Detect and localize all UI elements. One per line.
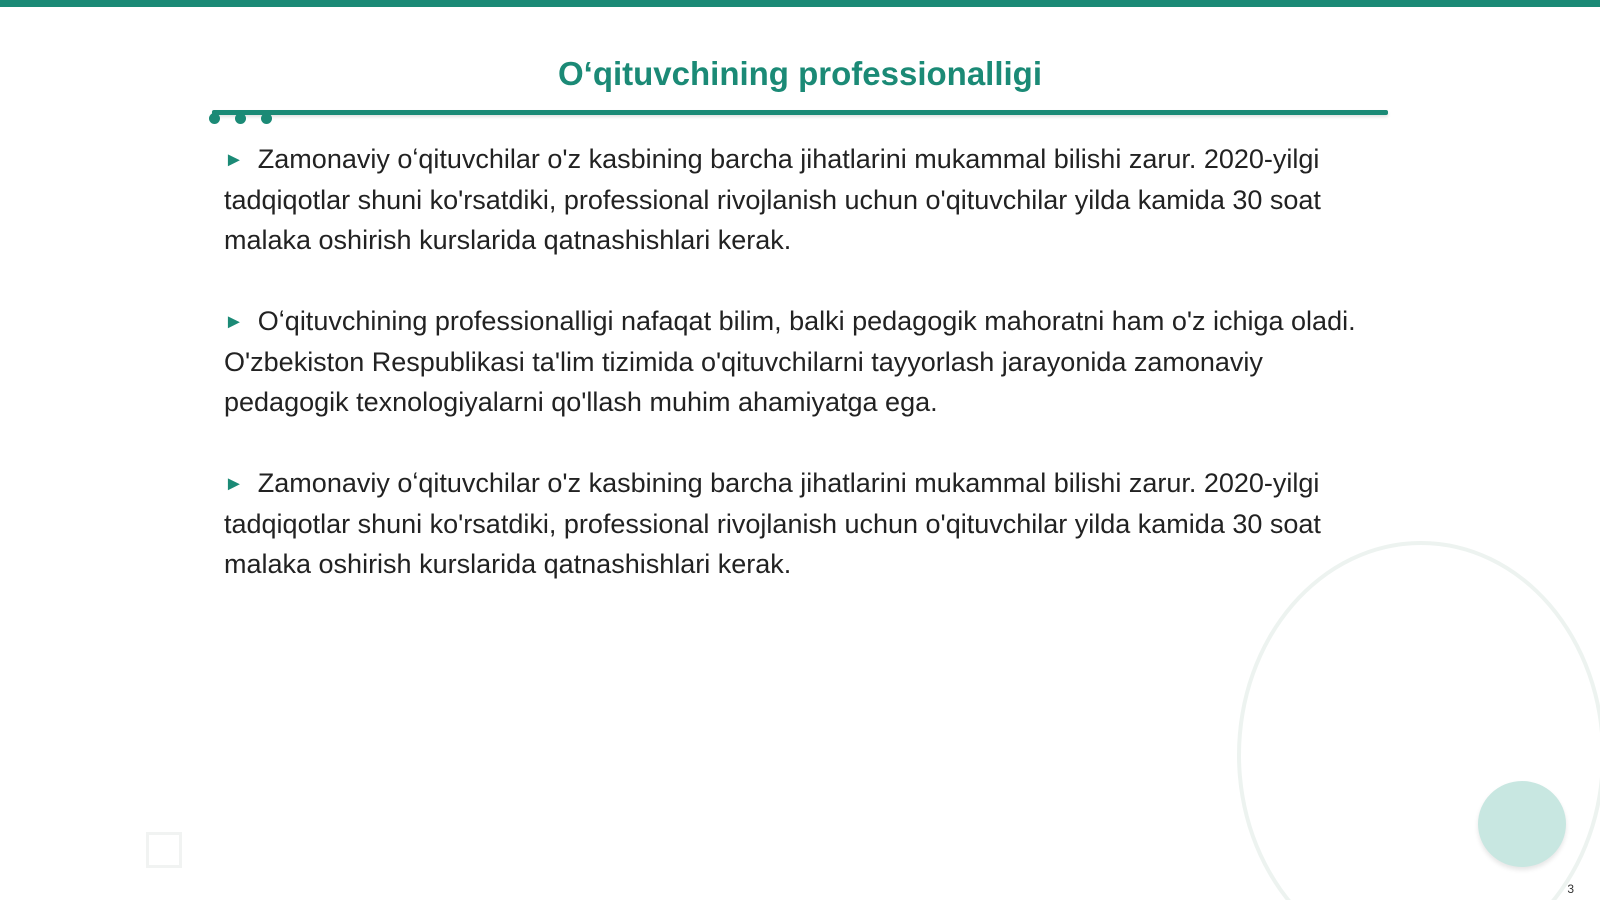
bullet-item <box>224 139 1364 260</box>
top-accent-bar <box>0 0 1600 7</box>
bullet-text: Zamonaviy oʻqituvchilar o'z kasbining barcha jihatlarini mukammal bilishi zarur. 2020-yilgi tadqiqotlar shuni ko'rsatdiki, professional rivojlanish uchun o'qituvchilar yilda kamida 30 soat malaka oshirish kurslarida qatnashishlari kerak. <box>224 144 1321 255</box>
decorative-circle <box>1478 781 1566 867</box>
bullet-arrow-icon: ► <box>224 149 244 171</box>
bullet-arrow-icon: ► <box>224 311 244 333</box>
bullet-text: Oʻqituvchining professionalligi nafaqat bilim, balki pedagogik mahoratni ham o'z ichiga oladi. O'zbekiston Respublikasi ta'lim tizimida o'qituvchilarni tayyorlash jarayonida zamonaviy pedagogik texnologiyalarni qo'llash muhim ahamiyatga ega. <box>224 306 1356 417</box>
bullet-text: Zamonaviy oʻqituvchilar o'z kasbining barcha jihatlarini mukammal bilishi zarur. 2020-yilgi tadqiqotlar shuni ko'rsatdiki, professional rivojlanish uchun o'qituvchilar yilda kamida 30 soat malaka oshirish kurslarida qatnashishlari kerak. <box>224 468 1321 579</box>
bullet-item <box>224 301 1364 422</box>
decor-dot <box>209 113 220 124</box>
page-number: 3 <box>1567 882 1574 896</box>
decor-dot <box>261 113 272 124</box>
title-underline <box>212 110 1388 115</box>
slide-title: Oʻqituvchining professionalligi <box>557 55 1043 92</box>
decorative-square <box>146 832 182 868</box>
decor-dot <box>235 113 246 124</box>
bullet-item <box>224 463 1364 584</box>
bullet-list <box>224 139 1364 625</box>
bullet-arrow-icon: ► <box>224 473 244 495</box>
